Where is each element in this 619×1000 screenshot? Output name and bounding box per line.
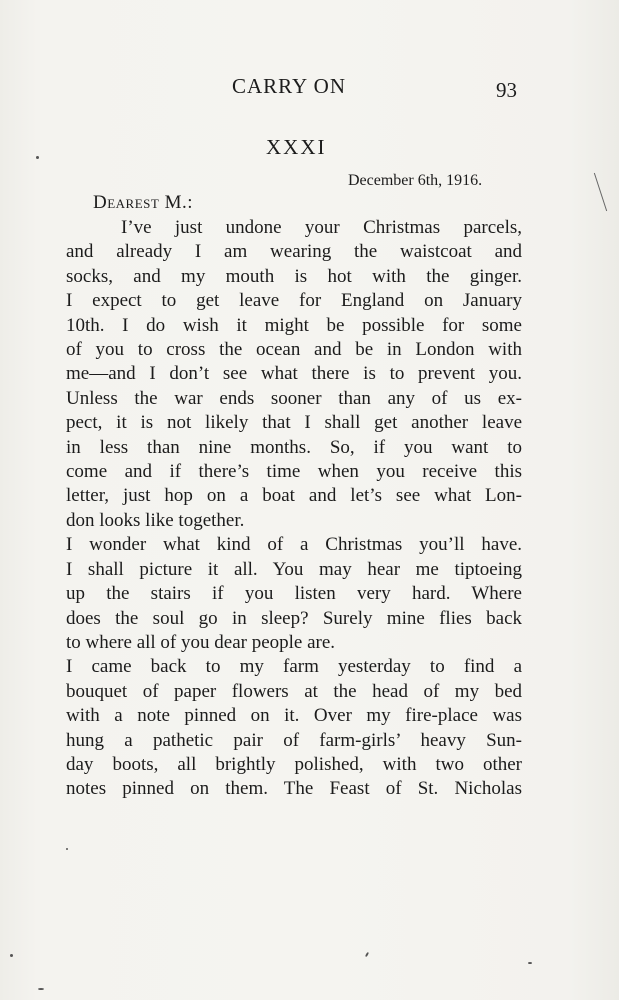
running-head: CARRY ON [232,74,346,98]
text-line: of you to cross the ocean and be in London with [66,339,522,361]
text-line: does the soul go in sleep? Surely mine flies back [66,607,522,629]
text-line: pect, it is not likely that I shall get another leave [66,412,522,434]
text-line: with a note pinned on it. Over my fire-place was [66,705,522,727]
text-line: bouquet of paper flowers at the head of my bed [66,680,522,702]
letter-salutation: Dearest M.: [93,192,194,213]
text-line: notes pinned on them. The Feast of St. Nicholas [66,778,522,800]
paper-speck [36,156,39,159]
letter-body [66,216,522,802]
paragraph [66,216,522,289]
page-number: 93 [496,78,517,102]
text-line: I wonder what kind of a Christmas you’ll have. [66,534,522,556]
text-line: I came back to my farm yesterday to find a [66,656,522,678]
text-line: and already I am wearing the waistcoat and [66,241,522,263]
paper-speck [528,962,532,964]
text-line: I expect to get leave for England on January [66,290,522,312]
paper-speck [66,848,68,850]
text-line: I shall picture it all. You may hear me tiptoeing [66,558,522,580]
text-line: 10th. I do wish it might be possible for some [66,314,522,336]
paragraph [66,533,522,655]
text-line: Unless the war ends sooner than any of us ex- [66,387,522,409]
text-line: come and if there’s time when you receive this [66,461,522,483]
paragraph [66,289,522,533]
text-line: to where all of you dear people are. [66,631,336,653]
paragraph [66,655,522,801]
paper-speck [38,988,44,990]
text-line: don looks like together. [66,509,245,531]
text-line: up the stairs if you listen very hard. Where [66,583,522,605]
letter-date: December 6th, 1916. [348,172,483,189]
text-line: me—and I don’t see what there is to prevent you. [66,363,522,385]
text-line: in less than nine months. So, if you want to [66,436,522,458]
text-line: socks, and my mouth is hot with the ginger. [66,265,522,287]
text-line: day boots, all brightly polished, with two other [66,753,522,775]
paper-speck [365,952,369,957]
chapter-number: XXXI [266,135,327,159]
text-line: I’ve just undone your Christmas parcels, [121,217,522,238]
paper-speck [10,954,13,957]
paper-scratch [594,173,607,211]
text-line: hung a pathetic pair of farm-girls’ heavy Sun- [66,729,522,751]
text-line: letter, just hop on a boat and let’s see what Lon- [66,485,522,507]
